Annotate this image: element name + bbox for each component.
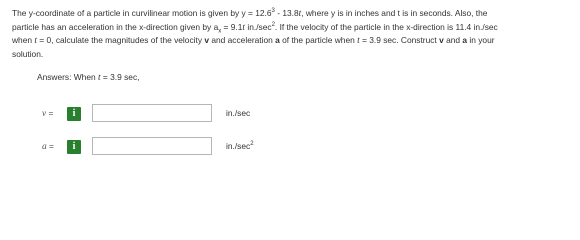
velocity-input[interactable] xyxy=(92,104,212,122)
info-icon[interactable]: i xyxy=(67,107,81,121)
answers-intro: Answers: When t = 3.9 sec, xyxy=(37,72,140,83)
acceleration-unit: $in./\sec^2$ xyxy=(226,141,254,151)
velocity-label: v = xyxy=(42,108,54,119)
answer-row-velocity xyxy=(32,104,332,124)
answer-row-acceleration xyxy=(32,137,332,157)
info-icon[interactable]: i xyxy=(67,140,81,154)
acceleration-label: a = xyxy=(42,141,54,152)
problem-statement: The y-coordinate of a particle in curvilinear motion is given by $y = 12.6^3 - 13.8t$, where y is in inches and t is in seconds. Also, the particle has an acceleration in the x-direction given by $a_x = 9.1t$ $in./\sec^2$. If the velocity of the particle in the x-direction is 11.4 in./sec when t = 0, calculate the magnitudes of the velocity v and acceleration a of the particle when t = 3.9 sec. Construct v and a in your solution. xyxy=(12,8,498,60)
velocity-unit: in./sec xyxy=(226,108,251,118)
acceleration-input[interactable] xyxy=(92,137,212,155)
